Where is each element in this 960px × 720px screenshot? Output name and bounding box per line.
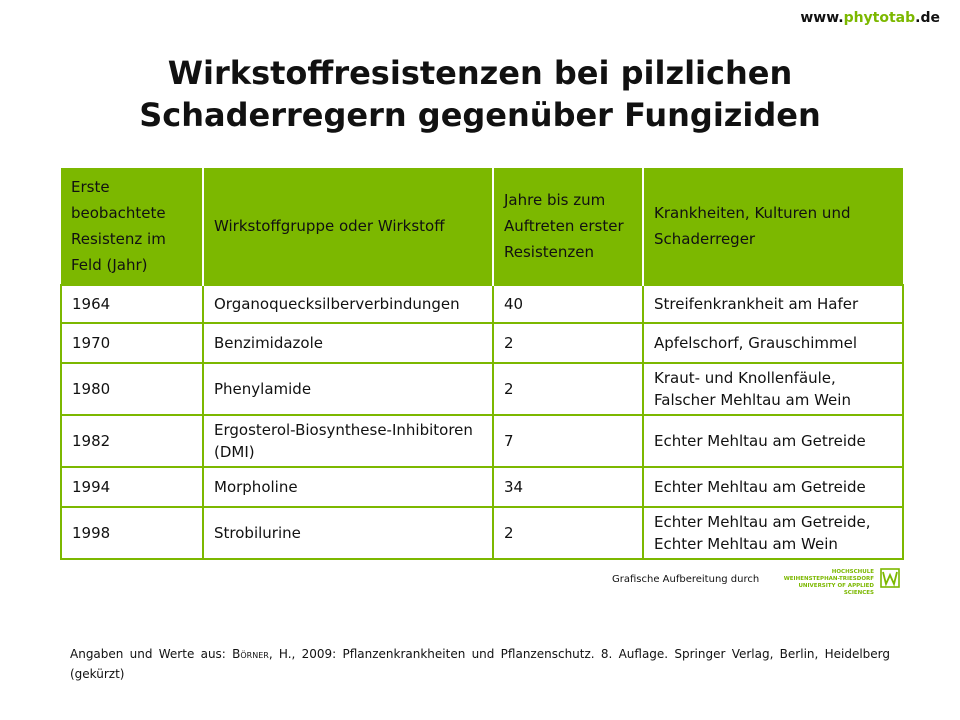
logo-line3: UNIVERSITY OF APPLIED SCIENCES xyxy=(798,583,874,596)
cell-years-until: 7 xyxy=(493,415,643,467)
cell-substance: Ergosterol-Biosynthese-Inhibitoren (DMI) xyxy=(203,415,493,467)
source-rest: , H., 2009: Pflanzenkrankheiten und Pflanzenschutz. 8. Auflage. Springer Verlag, Berlin, Heidelberg (gekürzt) xyxy=(70,647,891,681)
header-diseases: Krankheiten, Kulturen und Schaderreger xyxy=(643,168,903,285)
table-row xyxy=(61,467,903,507)
cell-year: 1980 xyxy=(61,363,203,415)
logo-line1: HOCHSCHULE xyxy=(831,569,874,575)
table-row xyxy=(61,363,903,415)
cell-diseases: Echter Mehltau am Getreide, Echter Mehltau am Wein xyxy=(643,507,903,559)
logo-line2: WEIHENSTEPHAN-TRIESDORF xyxy=(783,576,874,582)
cell-years-until: 34 xyxy=(493,467,643,507)
table-row xyxy=(61,323,903,363)
cell-substance: Strobilurine xyxy=(203,507,493,559)
cell-years-until: 40 xyxy=(493,285,643,323)
site-url-highlight: phytotab xyxy=(843,10,916,26)
cell-year: 1970 xyxy=(61,323,203,363)
page-title xyxy=(0,52,960,136)
cell-diseases: Echter Mehltau am Getreide xyxy=(643,415,903,467)
university-logo-text xyxy=(782,569,874,597)
credit-text: Grafische Aufbereitung durch xyxy=(612,574,760,585)
cell-year: 1964 xyxy=(61,285,203,323)
resistance-table xyxy=(60,168,904,560)
site-url-prefix: www. xyxy=(800,10,844,26)
university-emblem-icon xyxy=(880,568,900,588)
cell-years-until: 2 xyxy=(493,363,643,415)
site-url-suffix: .de xyxy=(915,10,940,26)
cell-substance: Benzimidazole xyxy=(203,323,493,363)
header-years-until: Jahre bis zum Auftreten erster Resistenzen xyxy=(493,168,643,285)
table-row xyxy=(61,415,903,467)
university-logo xyxy=(782,568,900,596)
page-title-line2: Schaderregern gegenüber Fungiziden xyxy=(139,96,821,134)
site-url xyxy=(800,10,940,26)
source-citation xyxy=(70,644,890,684)
source-prefix: Angaben und Werte aus: xyxy=(70,647,233,661)
cell-substance: Phenylamide xyxy=(203,363,493,415)
cell-diseases: Kraut- und Knollenfäule, Falscher Mehltau am Wein xyxy=(643,363,903,415)
cell-diseases: Apfelschorf, Grauschimmel xyxy=(643,323,903,363)
header-year: Erste beobachtete Resistenz im Feld (Jahr) xyxy=(61,168,203,285)
cell-year: 1994 xyxy=(61,467,203,507)
cell-years-until: 2 xyxy=(493,323,643,363)
header-substance: Wirkstoffgruppe oder Wirkstoff xyxy=(203,168,493,285)
cell-diseases: Streifenkrankheit am Hafer xyxy=(643,285,903,323)
page-title-line1: Wirkstoffresistenzen bei pilzlichen xyxy=(167,54,793,92)
cell-substance: Organoquecksilberverbindungen xyxy=(203,285,493,323)
table-row xyxy=(61,507,903,559)
cell-years-until: 2 xyxy=(493,507,643,559)
table-row xyxy=(61,285,903,323)
cell-year: 1998 xyxy=(61,507,203,559)
cell-substance: Morpholine xyxy=(203,467,493,507)
source-author: Börner xyxy=(232,647,269,661)
cell-year: 1982 xyxy=(61,415,203,467)
table-header-row xyxy=(61,168,903,285)
cell-diseases: Echter Mehltau am Getreide xyxy=(643,467,903,507)
